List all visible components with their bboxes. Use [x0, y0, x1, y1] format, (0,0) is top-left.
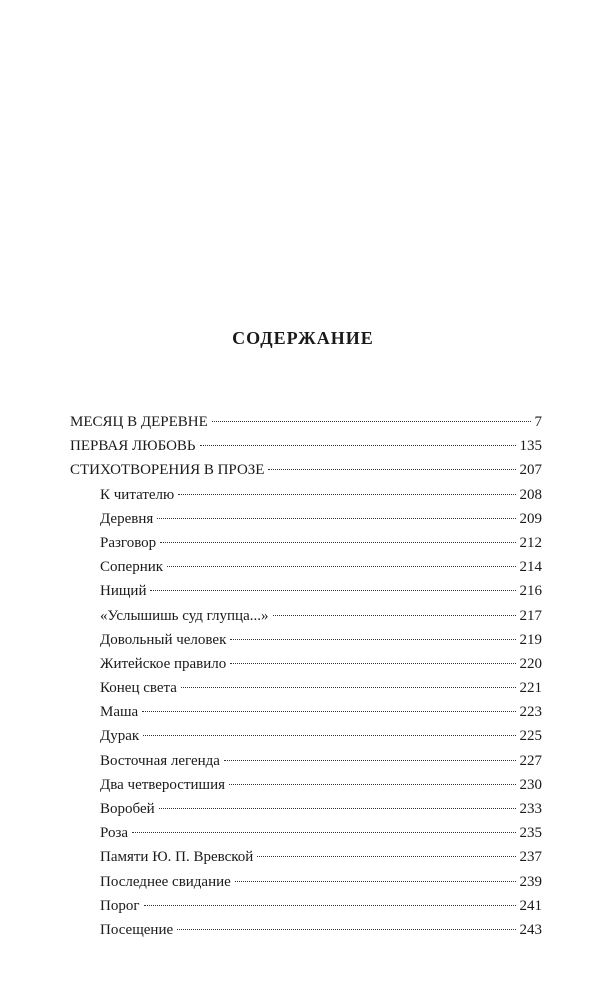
toc-entry: [70, 821, 542, 845]
toc-entry-page: 230: [519, 776, 542, 793]
toc-entry-page: 227: [519, 752, 542, 769]
toc-entry-title: Соперник: [100, 559, 164, 576]
toc-entry-title: Два четверостишия: [100, 776, 226, 793]
toc-dot-leader: [132, 832, 515, 833]
toc-entry-title: «Услышишь суд глупца...»: [100, 607, 269, 624]
toc-entry: [70, 749, 542, 773]
toc-entry: [70, 845, 542, 869]
table-of-contents: [70, 410, 542, 942]
toc-entry-page: 235: [519, 825, 542, 842]
toc-entry-page: 237: [519, 849, 542, 866]
toc-entry-page: 223: [519, 704, 542, 721]
toc-entry: [70, 773, 542, 797]
toc-dot-leader: [235, 881, 516, 882]
toc-entry-title: Нищий: [100, 583, 147, 600]
toc-entry-page: 217: [519, 607, 542, 624]
toc-entry-page: 214: [519, 559, 542, 576]
toc-dot-leader: [257, 856, 515, 857]
toc-entry: [70, 555, 542, 579]
toc-entry: [70, 434, 542, 458]
toc-dot-leader: [224, 760, 516, 761]
toc-entry-page: 209: [519, 510, 542, 527]
toc-entry: [70, 458, 542, 482]
toc-entry-page: 208: [519, 486, 542, 503]
toc-dot-leader: [212, 421, 531, 422]
toc-dot-leader: [230, 639, 515, 640]
toc-entry: [70, 604, 542, 628]
toc-entry: [70, 700, 542, 724]
toc-entry-page: 241: [519, 897, 542, 914]
toc-entry-page: 212: [519, 534, 542, 551]
toc-entry: [70, 676, 542, 700]
toc-entry-title: Дурак: [100, 728, 140, 745]
toc-entry-page: 216: [519, 583, 542, 600]
toc-entry-page: 219: [519, 631, 542, 648]
toc-entry-page: 225: [519, 728, 542, 745]
toc-dot-leader: [229, 784, 515, 785]
toc-dot-leader: [160, 542, 515, 543]
toc-entry-page: 7: [534, 414, 542, 430]
toc-entry-page: 220: [519, 655, 542, 672]
toc-entry: [70, 652, 542, 676]
toc-dot-leader: [273, 615, 516, 616]
toc-entry: [70, 870, 542, 894]
toc-dot-leader: [159, 808, 516, 809]
toc-dot-leader: [177, 929, 515, 930]
toc-entry-title: Порог: [100, 897, 140, 914]
toc-entry-title: Роза: [100, 825, 129, 842]
toc-dot-leader: [181, 687, 516, 688]
toc-entry-title: Посещение: [100, 921, 174, 938]
toc-entry-title: К читателю: [100, 486, 175, 503]
toc-dot-leader: [200, 445, 516, 446]
toc-entry-title: Памяти Ю. П. Вревской: [100, 849, 254, 866]
toc-entry-page: 135: [519, 438, 542, 455]
toc-dot-leader: [150, 590, 515, 591]
toc-entry-title: СТИХОТВОРЕНИЯ В ПРОЗЕ: [70, 462, 265, 479]
toc-dot-leader: [144, 905, 516, 906]
toc-entry-page: 239: [519, 873, 542, 890]
toc-entry: [70, 410, 542, 434]
toc-entry-title: Разговор: [100, 534, 157, 551]
toc-entry: [70, 724, 542, 748]
toc-dot-leader: [142, 711, 515, 712]
toc-dot-leader: [268, 469, 515, 470]
toc-entry-title: Конец света: [100, 680, 177, 697]
toc-entry: [70, 797, 542, 821]
toc-entry: [70, 628, 542, 652]
toc-entry-title: Восточная легенда: [100, 752, 220, 769]
toc-entry-page: 221: [519, 680, 542, 697]
toc-entry-page: 207: [519, 462, 542, 479]
toc-entry-title: МЕСЯЦ В ДЕРЕВНЕ: [70, 414, 208, 430]
toc-dot-leader: [157, 518, 515, 519]
toc-entry-title: Воробей: [100, 801, 155, 817]
toc-entry-title: Деревня: [100, 510, 154, 527]
toc-dot-leader: [178, 494, 515, 495]
toc-entry-title: Последнее свидание: [100, 873, 231, 890]
toc-entry: [70, 894, 542, 918]
toc-entry: [70, 918, 542, 942]
toc-entry-page: 243: [519, 921, 542, 938]
toc-entry-title: Житейское правило: [100, 655, 227, 672]
toc-dot-leader: [230, 663, 515, 664]
toc-entry-title: Довольный человек: [100, 631, 227, 648]
toc-entry-title: ПЕРВАЯ ЛЮБОВЬ: [70, 438, 196, 455]
toc-entry: [70, 579, 542, 603]
toc-entry: [70, 507, 542, 531]
toc-entry: [70, 483, 542, 507]
toc-entry: [70, 531, 542, 555]
page-title: СОДЕРЖАНИЕ: [232, 328, 374, 348]
toc-dot-leader: [143, 735, 515, 736]
toc-dot-leader: [167, 566, 515, 567]
toc-entry-page: 233: [519, 801, 542, 817]
toc-entry-title: Маша: [100, 704, 139, 721]
